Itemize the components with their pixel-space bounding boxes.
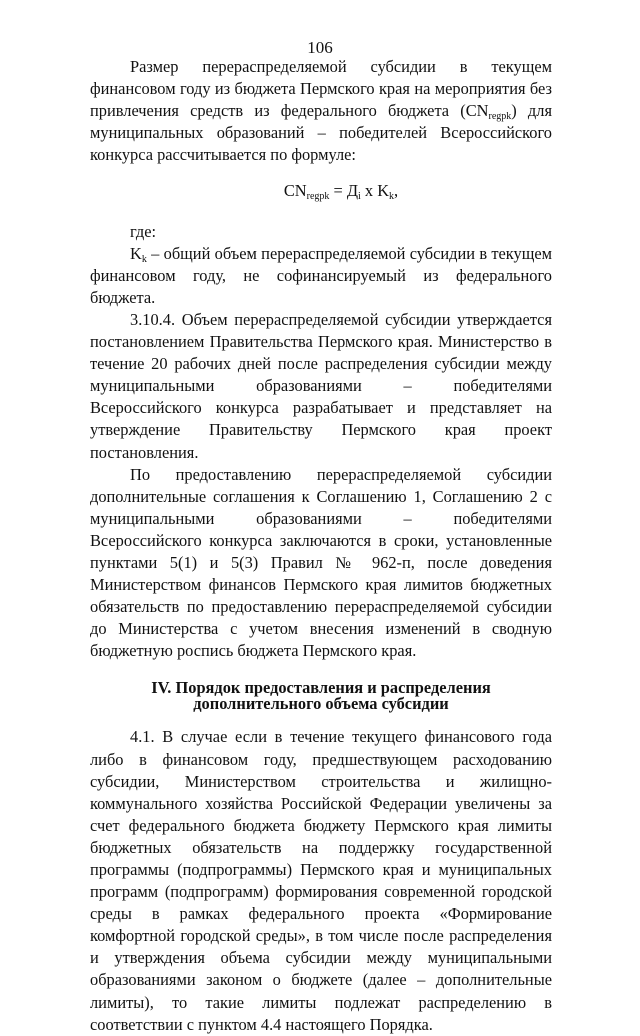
section-heading-line: IV. Порядок предоставления и распределения [151, 678, 491, 698]
section-heading [90, 680, 552, 712]
paragraph-subsidy-size [90, 56, 552, 166]
paragraph-agreements: По предоставлению перераспределяемой субсидии дополнительные соглашения к Соглашению 1, Соглашению 2 с муниципальными образованиями – победителями Всероссийского конкурса заключаются в сроки, установленные пунктами 5(1) и 5(3) Правил № 962-п, после доведения Министерством финансов Пермского края лимитов бюджетных обязательств по предоставлению перераспределяемой субсидии до Министерства с учетом внесения изменений в сводную бюджетную роспись бюджета Пермского края. [90, 464, 552, 661]
paragraph-text: Размер перераспределяемой субсидии в текущем финансовом году из бюджета Пермского края на мероприятия без привлечения средств из федерального бюджета (CN [90, 57, 552, 121]
paragraph-text: ) для муниципальных образований – победителей Всероссийского конкурса рассчитывается по формуле: [90, 101, 552, 165]
formula-symbol: x K [360, 181, 390, 201]
document-body [90, 56, 552, 1036]
formula-symbol: = Д [329, 181, 359, 201]
section-heading-line: дополнительного объема субсидии [193, 694, 449, 714]
where-label: где: [130, 221, 157, 241]
page-number: 106 [307, 38, 333, 57]
formula-subscript: k [389, 191, 395, 203]
subscript: regpk [488, 111, 512, 123]
formula-symbol: , [394, 181, 399, 201]
formula-symbol: CN [283, 181, 307, 201]
definition-kk [90, 243, 552, 309]
definition-symbol: K [130, 243, 142, 263]
paragraph-4-1: 4.1. В случае если в течение текущего финансового года либо в финансовом году, предшествующем расходованию субсидии, Министерством строительства и жилищно-коммунального хозяйства Российской Федерации увеличены за счет федерального бюджета бюджету Пермского края лимиты бюджетных обязательств на поддержку государственной программы (подпрограммы) Пермского края и муниципальных программ (подпрограмм) формирования современной городской среды в рамках федерального проекта «Формирование комфортной городской среды», в том числе после распределения и утверждения объема субсидии между муниципальными образованиями законом о бюджете (далее – дополнительные лимиты), то такие лимиты подлежат распределению в соответствии с пунктом 4.4 настоящего Порядка. [90, 727, 552, 1034]
formula-subscript: i [358, 191, 361, 203]
formula-subscript: regpk [306, 191, 330, 203]
formula [90, 180, 552, 202]
definition-text: – общий объем перераспределяемой субсидии в текущем финансовом году, не софинансируемый из федерального бюджета. [90, 243, 552, 307]
paragraph-3-10-4: 3.10.4. Объем перераспределяемой субсидии утверждается постановлением Правительства Пермского края. Министерство в течение 20 рабочих дней после распределения субсидии между муниципальными образованиями – победителями Всероссийского конкурса разрабатывает и представляет на утверждение Правительству Пермского края проект постановления. [90, 309, 552, 462]
definition-subscript: k [141, 253, 147, 265]
